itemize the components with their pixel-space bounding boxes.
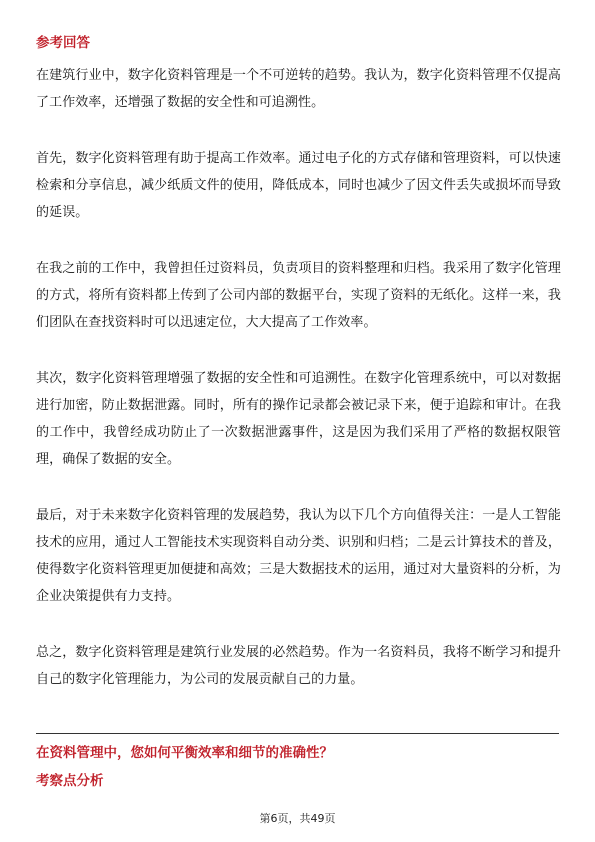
section-divider [36,733,559,734]
next-question-heading: 在资料管理中，您如何平衡效率和细节的准确性？ [36,745,333,761]
answer-heading: 参考回答 [36,35,90,51]
answer-paragraph-trends: 最后，对于未来数字化资料管理的发展趋势，我认为以下几个方向值得关注：一是人工智能技术的应用，通过人工智能技术实现资料自动分类、识别和归档；二是云计算技术的普及，使得数字化资料管理更加便捷和高效；三是大数据技术的运用，通过对大量资料的分析，为企业决策提供有力支持。 [36,508,561,604]
page-number-footer: 第6页，共49页 [259,812,336,825]
answer-body [36,62,561,722]
answer-paragraph-efficiency: 首先，数字化资料管理有助于提高工作效率。通过电子化的方式存储和管理资料，可以快速检索和分享信息，减少纸质文件的使用，降低成本，同时也减少了因文件丢失或损坏而导致的延误。 [36,151,561,220]
answer-paragraph-experience: 在我之前的工作中，我曾担任过资料员，负责项目的资料整理和归档。我采用了数字化管理的方式，将所有资料都上传到了公司内部的数据平台，实现了资料的无纸化。这样一来，我们团队在查找资料时可以迅速定位，大大提高了工作效率。 [36,261,561,330]
answer-paragraph-security: 其次，数字化资料管理增强了数据的安全性和可追溯性。在数字化管理系统中，可以对数据进行加密，防止数据泄露。同时，所有的操作记录都会被记录下来，便于追踪和审计。在我的工作中，我曾经成功防止了一次数据泄露事件，这是因为我们采用了严格的数据权限管理，确保了数据的安全。 [36,371,561,467]
answer-paragraph-intro: 在建筑行业中，数字化资料管理是一个不可逆转的趋势。我认为，数字化资料管理不仅提高了工作效率，还增强了数据的安全性和可追溯性。 [36,68,561,110]
analysis-heading: 考察点分析 [36,773,104,789]
answer-paragraph-conclusion: 总之，数字化资料管理是建筑行业发展的必然趋势。作为一名资料员，我将不断学习和提升自己的数字化管理能力，为公司的发展贡献自己的力量。 [36,645,561,687]
